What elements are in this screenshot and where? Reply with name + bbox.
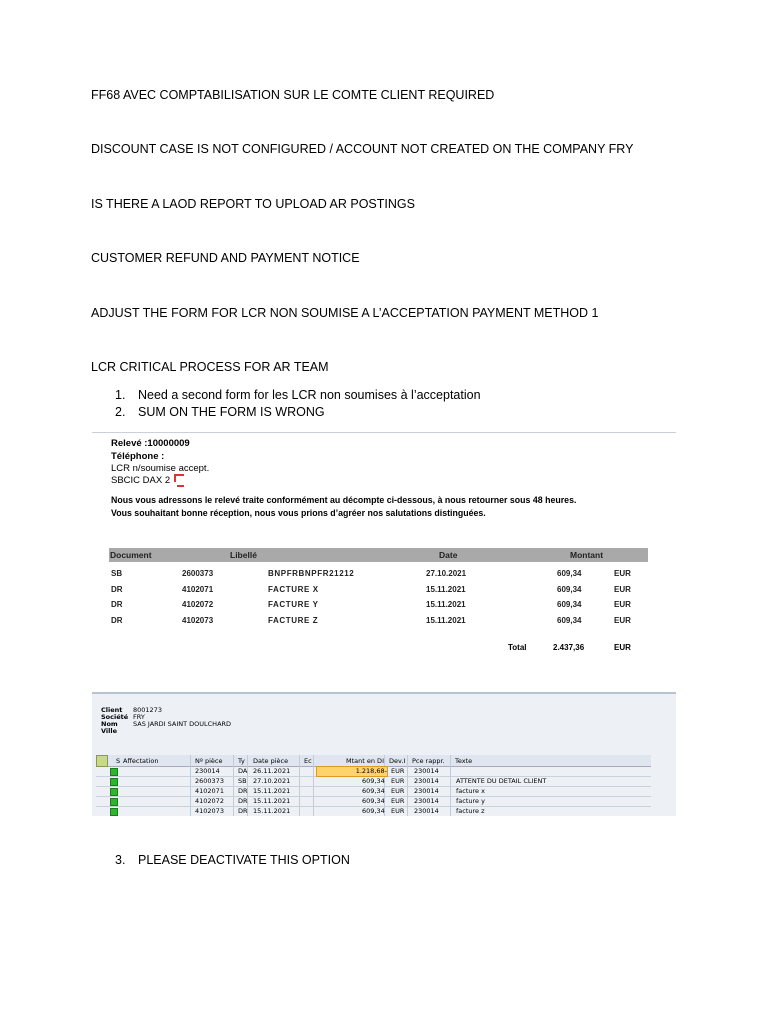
statement-lcr: LCR n/soumise accept.	[111, 463, 210, 474]
societe-value: FRY	[133, 713, 145, 721]
row-montant: 609,34	[362, 777, 385, 785]
row-date: 15.11.2021	[426, 616, 466, 625]
total-currency: EUR	[614, 643, 631, 652]
row-devise: EUR	[391, 797, 405, 805]
row-texte: facture x	[456, 787, 485, 795]
nom-label: Nom	[101, 720, 118, 728]
row-piece: 4102073	[195, 807, 224, 815]
status-green-icon	[110, 788, 118, 796]
col-ty[interactable]: Ty	[238, 757, 245, 765]
list-item	[115, 405, 325, 419]
societe-label: Société	[101, 713, 129, 721]
row-texte: ATTENTE DU DETAIL CLIENT	[456, 777, 547, 785]
row-pce: 230014	[414, 807, 439, 815]
row-devise: EUR	[391, 807, 405, 815]
doc-line-discount-case: DISCOUNT CASE IS NOT CONFIGURED / ACCOUNT NOT CREATED ON THE COMPANY FRY	[91, 142, 634, 156]
list-text: Need a second form for les LCR non soumises à l’acceptation	[138, 388, 481, 402]
statement-row	[92, 614, 676, 628]
row-date: 15.11.2021	[253, 787, 291, 795]
list-number: 3.	[115, 853, 126, 867]
row-currency: EUR	[614, 585, 631, 594]
row-libelle: BNPFRBNPFR21212	[268, 569, 355, 578]
col-date: Date	[439, 550, 458, 560]
doc-line-customer-refund: CUSTOMER REFUND AND PAYMENT NOTICE	[91, 251, 360, 265]
client-label: Client	[101, 706, 123, 714]
row-pce: 230014	[414, 787, 439, 795]
row-type: DR	[111, 585, 123, 594]
row-montant-highlighted[interactable]: 1.218,68-	[316, 766, 388, 777]
status-green-icon	[110, 798, 118, 806]
col-devise[interactable]: Dev.I	[389, 757, 406, 765]
row-montant: 609,34	[362, 807, 385, 815]
col-libelle: Libellé	[230, 550, 257, 560]
doc-line-laod-report: IS THERE A LAOD REPORT TO UPLOAD AR POSTINGS	[91, 197, 415, 211]
row-texte: facture z	[456, 807, 485, 815]
row-libelle: FACTURE Y	[268, 600, 319, 609]
row-pce: 230014	[414, 797, 439, 805]
col-piece[interactable]: Nº pièce	[195, 757, 223, 765]
row-amount: 609,34	[557, 569, 582, 578]
row-date: 27.10.2021	[426, 569, 467, 578]
statement-sbcic: SBCIC DAX 2	[111, 475, 171, 486]
statement-para1: Nous vous adressons le relevé traite conformément au décompte ci-dessous, à nous retourner sous 48 heures.	[111, 495, 577, 505]
row-piece: 4102071	[195, 787, 224, 795]
statement-screenshot	[92, 432, 676, 678]
row-currency: EUR	[614, 569, 631, 578]
row-devise: EUR	[391, 787, 405, 795]
list-item	[115, 388, 481, 402]
row-texte: facture y	[456, 797, 485, 805]
row-document: 4102073	[182, 616, 214, 625]
col-texte[interactable]: Texte	[455, 757, 473, 765]
row-amount: 609,34	[557, 600, 582, 609]
row-devise: EUR	[391, 777, 405, 785]
row-ty: DR	[238, 797, 248, 805]
row-currency: EUR	[614, 600, 631, 609]
list-number: 1.	[115, 388, 126, 402]
row-date: 15.11.2021	[426, 600, 466, 609]
doc-line-ff68: FF68 AVEC COMPTABILISATION SUR LE COMTE CLIENT REQUIRED	[91, 88, 495, 102]
status-green-icon	[110, 768, 118, 776]
col-date[interactable]: Date pièce	[253, 757, 289, 765]
row-libelle: FACTURE Z	[268, 616, 319, 625]
nom-value: SAS JARDI SAINT DOULCHARD	[133, 720, 232, 728]
col-montant: Montant	[570, 550, 604, 560]
col-document: Document	[110, 550, 152, 560]
row-libelle: FACTURE X	[268, 585, 319, 594]
statement-para2: Vous souhaitant bonne réception, nous vous prions d’agréer nos salutations distinguées.	[111, 508, 486, 518]
red-annotation-mark	[174, 474, 176, 482]
row-currency: EUR	[614, 616, 631, 625]
doc-line-adjust-form: ADJUST THE FORM FOR LCR NON SOUMISE A L’ACCEPTATION PAYMENT METHOD 1	[91, 306, 599, 320]
row-date: 15.11.2021	[426, 585, 466, 594]
row-ty: SB	[238, 777, 247, 785]
row-piece: 2600373	[195, 777, 224, 785]
red-annotation-mark	[177, 485, 184, 487]
row-piece: 230014	[195, 767, 220, 775]
row-ty: DA	[238, 767, 248, 775]
row-document: 4102071	[182, 585, 214, 594]
row-document: 2600373	[182, 569, 214, 578]
statement-row	[92, 567, 676, 581]
list-text: PLEASE DEACTIVATE THIS OPTION	[138, 853, 350, 867]
row-pce: 230014	[414, 777, 439, 785]
statement-table-header	[109, 548, 648, 562]
sap-screenshot	[92, 692, 676, 816]
row-date: 15.11.2021	[253, 807, 291, 815]
row-type: DR	[111, 600, 123, 609]
row-devise: EUR	[391, 767, 405, 775]
row-montant: 609,34	[362, 787, 385, 795]
row-ty: DR	[238, 807, 248, 815]
list-text: SUM ON THE FORM IS WRONG	[138, 405, 325, 419]
row-document: 4102072	[182, 600, 214, 609]
row-date: 15.11.2021	[253, 797, 291, 805]
statement-row	[92, 583, 676, 597]
row-ty: DR	[238, 787, 248, 795]
statement-row	[92, 598, 676, 612]
list-item	[115, 853, 350, 867]
row-date: 26.11.2021	[253, 767, 291, 775]
list-number: 2.	[115, 405, 126, 419]
row-date: 27.10.2021	[253, 777, 291, 785]
client-value: 8001273	[133, 706, 162, 714]
col-affectation[interactable]: Affectation	[123, 757, 159, 765]
col-pce[interactable]: Pce rappr.	[412, 757, 445, 765]
statement-telephone: Téléphone :	[111, 451, 165, 462]
col-s[interactable]: S	[116, 757, 121, 765]
status-green-icon	[110, 778, 118, 786]
row-montant: 609,34	[362, 797, 385, 805]
status-green-icon	[110, 808, 118, 816]
row-amount: 609,34	[557, 616, 582, 625]
row-amount: 609,34	[557, 585, 582, 594]
doc-line-lcr-critical: LCR CRITICAL PROCESS FOR AR TEAM	[91, 360, 329, 374]
row-piece: 4102072	[195, 797, 224, 805]
col-ec[interactable]: Ec	[304, 757, 312, 765]
sap-row[interactable]	[96, 806, 651, 816]
row-type: SB	[111, 569, 123, 578]
row-pce: 230014	[414, 767, 439, 775]
ville-label: Ville	[101, 727, 118, 735]
sap-ville	[101, 727, 133, 735]
statement-releve: Relevé :10000009	[111, 438, 190, 449]
total-value: 2.437,36	[553, 643, 585, 652]
col-montant[interactable]: Mtant en DI	[346, 757, 384, 765]
row-type: DR	[111, 616, 123, 625]
total-label: Total	[508, 643, 527, 652]
